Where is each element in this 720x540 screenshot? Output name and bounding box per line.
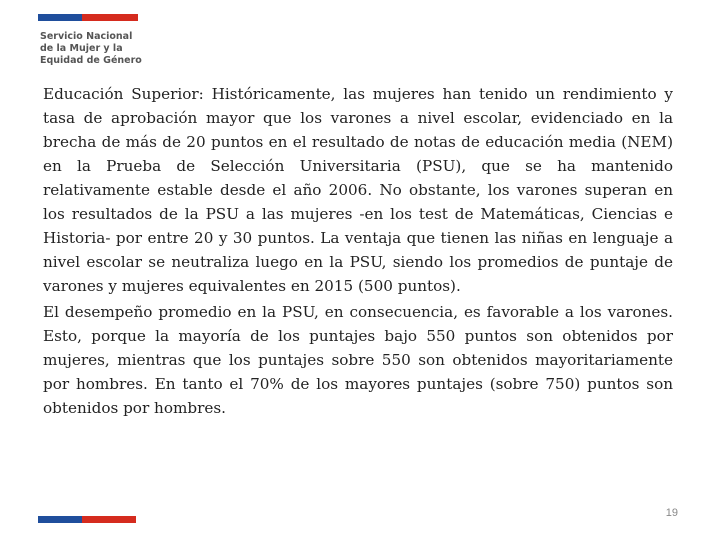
page-number: 19 — [665, 507, 678, 519]
logo-line-2: de la Mujer y la — [40, 43, 123, 54]
bottom-flag-bar — [38, 516, 136, 523]
paragraph-higher-education: Educación Superior: Históricamente, las mujeres han tenido un rendimiento y tasa de aprobación mayor que los varones a nivel escolar, evidenciado en la brecha de más de 20 puntos en el resultado de notas de educación media (NEM) en la Prueba de Selección Universitaria (PSU), que se ha mantenido relativamente estable desde el año 2006. No obstante, los varones superan en los resultados de la PSU a las mujeres -en los test de Matemáticas, Ciencias e Historia- por entre 20 y 30 puntos. La ventaja que tienen las niñas en lenguaje a nivel escolar se neutraliza luego en la PSU, siendo los promedios de puntaje de varones y mujeres equivalentes en 2015 (500 puntos). — [43, 85, 673, 295]
flag-blue-segment — [38, 14, 82, 21]
organization-logo — [40, 31, 142, 67]
flag-red-segment — [82, 516, 136, 523]
flag-blue-segment — [38, 516, 82, 523]
logo-line-3: Equidad de Género — [40, 55, 142, 66]
slide-body — [43, 82, 673, 422]
logo-line-1: Servicio Nacional — [40, 31, 133, 42]
top-flag-bar — [38, 14, 138, 21]
paragraph-psu-performance: El desempeño promedio en la PSU, en consecuencia, es favorable a los varones. Esto, porque la mayoría de los puntajes bajo 550 puntos son obtenidos por mujeres, mientras que los puntajes sobre 550 son obtenidos mayoritariamente por hombres. En tanto el 70% de los mayores puntajes (sobre 750) puntos son obtenidos por hombres. — [43, 303, 673, 417]
flag-red-segment — [82, 14, 138, 21]
